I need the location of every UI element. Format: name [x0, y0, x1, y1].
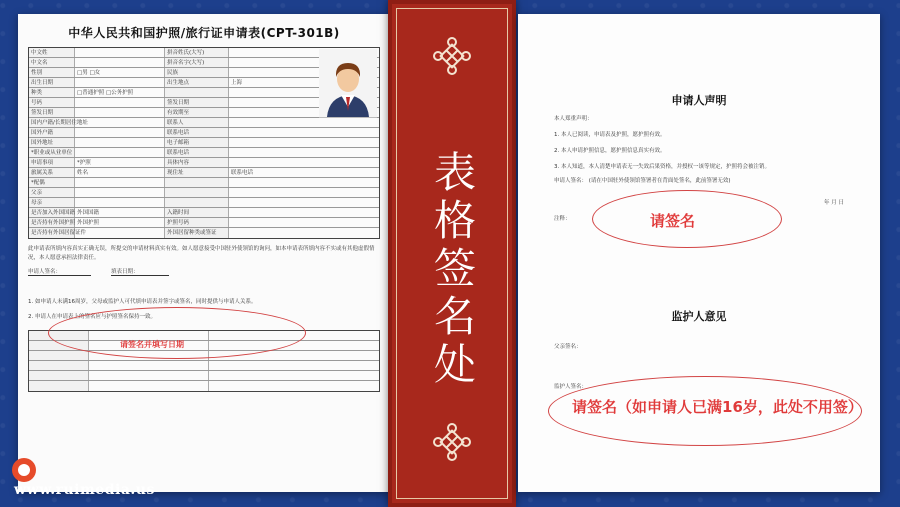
form-cell[interactable] [229, 128, 379, 137]
declaration-item: 本人郑重声明： [554, 116, 593, 122]
form-cell: 中文名 [29, 58, 75, 67]
form-row [29, 158, 379, 168]
note-1: 1. 如申请人未满16周岁，父母或监护人可代填申请表并签字或签名，同时提供与申请人关系。 [28, 299, 257, 305]
form-cell[interactable] [229, 158, 379, 167]
form-cell: 父亲 [29, 188, 75, 197]
form-cell: 中文姓 [29, 48, 75, 57]
form-cell[interactable] [229, 48, 319, 57]
declaration-item: 1. 本人已阅读，申请表及护照，愿护照有效。 [554, 132, 666, 138]
form-cell[interactable] [75, 108, 165, 117]
form-cell: 联系人 [165, 118, 229, 127]
form-cell[interactable] [229, 148, 379, 157]
form-cell: 国外户籍 [29, 128, 75, 137]
form-cell: 有效期至 [165, 108, 229, 117]
form-cell: 性别 [29, 68, 75, 77]
passport-application-form [18, 14, 390, 492]
guardian-signature-label: 父亲签名： [554, 344, 582, 350]
form-cell[interactable] [229, 108, 319, 117]
form-cell[interactable] [229, 58, 319, 67]
form-row [29, 128, 379, 138]
form-cell: 号码 [29, 98, 75, 107]
form-cell: 具体内容 [165, 158, 229, 167]
form-cell[interactable] [75, 58, 165, 67]
banner-title: 表格签名处 [428, 150, 477, 390]
ornament-knot-icon [432, 422, 472, 462]
date-placeholder: 年 月 日 [824, 200, 844, 206]
form-cell: 签发日期 [29, 108, 75, 117]
form-cell[interactable] [229, 98, 319, 107]
declaration-heading: 申请人声明 [671, 94, 727, 107]
form-cell: 种类 [29, 88, 75, 97]
form-title: 中华人民共和国护照/旅行证申请表(CPT-301B) [68, 26, 340, 40]
form-grid [28, 47, 380, 239]
form-cell[interactable]: 外国护照 [75, 218, 165, 227]
form-cell: 国内户籍/长期居住地址 [31, 120, 88, 126]
form-cell[interactable] [229, 88, 319, 97]
form-row [29, 228, 379, 238]
form-cell [165, 198, 229, 207]
form-cell[interactable] [75, 138, 165, 147]
form-cell[interactable] [229, 178, 379, 187]
form-cell[interactable] [229, 118, 379, 127]
form-row [29, 118, 379, 128]
form-cell[interactable]: 上海 [231, 80, 243, 86]
guardian-heading: 监护人意见 [671, 310, 727, 323]
form-cell[interactable]: 姓名 [75, 168, 165, 177]
form-cell[interactable] [75, 188, 165, 197]
applicant-photo [319, 50, 377, 118]
guardian-sign-note: 请签名（如申请人已满16岁，此处不用签） [572, 398, 863, 416]
form-cell: 联系电话 [165, 128, 229, 137]
form-cell[interactable] [229, 198, 379, 207]
note-2: 2. 申请人在申请表上的签名应与护照签名保持一致。 [28, 314, 156, 320]
form-cell[interactable]: 外国国籍 [75, 208, 165, 217]
form-cell: *配偶 [29, 178, 75, 187]
form-cell: 是否持有外国居留证件 [31, 230, 87, 236]
form-row [29, 218, 379, 228]
form-cell[interactable] [75, 78, 165, 87]
applicant-signer-label: 申请人签名： [554, 178, 588, 184]
form-cell: 民族 [165, 68, 229, 77]
signature-highlight-oval [48, 307, 306, 359]
form-cell: 拼音姓氏(大写) [165, 48, 229, 57]
form-cell[interactable]: *护照 [75, 158, 165, 167]
form-cell: 申请事项 [29, 158, 75, 167]
form-cell: 旅属关系 [29, 168, 75, 177]
form-cell[interactable] [229, 218, 379, 227]
signature-hint: (请在中国驻外使领馆签署者在背面处签名，此前签署无效) [588, 178, 731, 184]
form-cell[interactable] [229, 188, 379, 197]
form-cell: 联系电话 [165, 148, 229, 157]
sign-and-date-note: 请签名并填写日期 [120, 340, 184, 349]
form-cell[interactable] [75, 98, 165, 107]
form-row [29, 188, 379, 198]
signature-line [28, 267, 380, 276]
remark-label: 注释： [554, 216, 571, 222]
form-cell[interactable] [75, 48, 165, 57]
form-row [29, 178, 379, 188]
form-cell[interactable] [229, 138, 379, 147]
form-cell: 外国居留种类或签证 [165, 228, 229, 238]
form-cell[interactable] [229, 208, 379, 217]
form-cell: 现住址 [165, 168, 229, 177]
applicant-signature-label [554, 176, 844, 184]
form-row [29, 138, 379, 148]
form-cell: 电子邮箱 [165, 138, 229, 147]
form-cell: 出生地点 [165, 78, 229, 87]
form-cell: 国外地址 [29, 138, 75, 147]
watermark-url: www.ruimedia.us [14, 482, 155, 498]
declaration-item: 2. 本人申请护照信息，愿护照信息真实有效。 [554, 148, 666, 154]
form-cell: 母亲 [29, 198, 75, 207]
signer-label: 申请人签名： [28, 267, 91, 276]
form-cell: 出生日期 [29, 78, 75, 87]
form-row [29, 168, 379, 178]
form-cell: 是否加入外国国籍 [31, 210, 76, 216]
form-cell[interactable]: □男 □女 [75, 68, 165, 77]
guardian-signature-label-2: 监护人签名： [554, 384, 588, 390]
form-cell: 护照号码 [165, 218, 229, 227]
form-cell[interactable] [75, 198, 165, 207]
form-cell[interactable] [229, 228, 379, 238]
form-cell: 入籍时间 [165, 208, 229, 217]
form-row [29, 198, 379, 208]
form-cell [165, 188, 229, 197]
ornament-knot-icon [432, 36, 472, 76]
sign-here-note: 请签名 [650, 212, 696, 230]
form-cell[interactable]: □普通护照 □公务护照 [75, 88, 165, 97]
form-cell [165, 88, 229, 97]
form-cell[interactable] [75, 178, 165, 187]
form-cell [165, 178, 229, 187]
form-cell[interactable] [75, 128, 165, 137]
title-banner [388, 0, 516, 507]
declaration-text: 此申请表所填内容真实正确无误，所提交的申请材料真实有效。如人愿意接受中国驻外使领馆的询问，如本申请表所填内容不实或有其他虚假情况，本人愿意承担法律责任。 [28, 246, 375, 261]
declaration-item: 3. 本人知道，本人清楚申请表无一失效后果资格，并授权一该等规定，护照将会被注销。 [554, 164, 770, 170]
form-cell: *职业或从业单位 [29, 148, 75, 157]
form-cell[interactable] [229, 68, 319, 77]
form-cell[interactable] [75, 118, 165, 127]
form-cell: 是否持有外国护照 [31, 220, 76, 226]
form-cell[interactable]: 联系电话 [231, 170, 254, 176]
form-row [29, 148, 379, 158]
form-row [29, 208, 379, 218]
date-label: 填表日期： [111, 267, 169, 276]
form-cell[interactable] [75, 228, 165, 238]
form-cell[interactable] [75, 148, 165, 157]
form-cell: 签发日期 [165, 98, 229, 107]
form-cell: 拼音名字(大写) [165, 58, 229, 67]
